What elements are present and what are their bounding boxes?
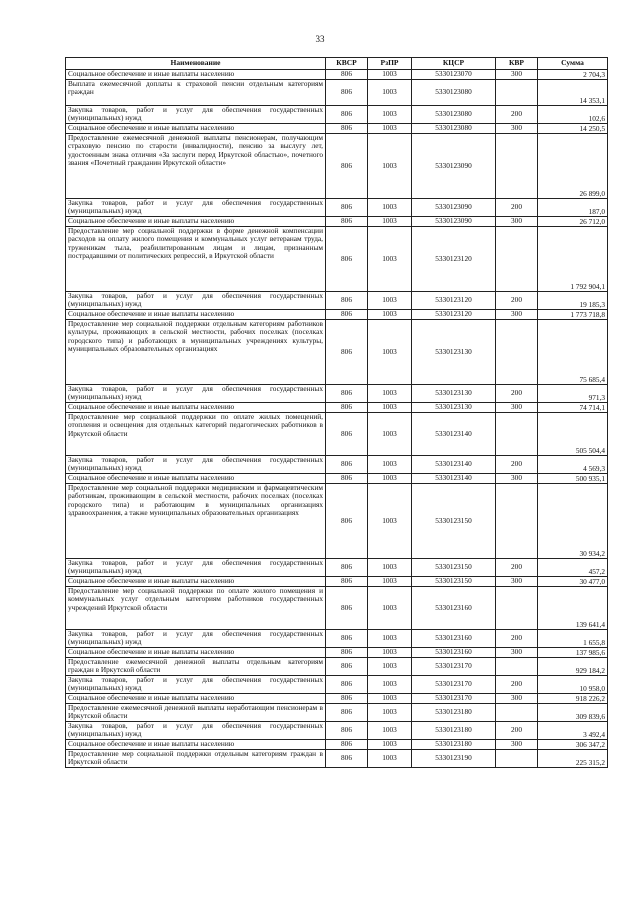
cell-rzpr: 1003 — [368, 704, 412, 722]
cell-kvsr: 806 — [326, 199, 368, 217]
cell-name: Предоставление мер социальной поддержки отдельным категориям работников культуры, проживающих в сельской местности, рабочих поселках (поселках городского типа) и работающих в муниципальных учреждениях культуры, муниципальных образовательных организациях — [66, 320, 326, 385]
cell-name: Предоставление ежемесячной денежной выплаты отдельным категориям граждан в Иркутской области — [66, 658, 326, 676]
cell-kcsr: 5330123080 — [412, 124, 496, 134]
cell-kvsr: 806 — [326, 577, 368, 587]
cell-name: Социальное обеспечение и иные выплаты населению — [66, 124, 326, 134]
table-row — [66, 134, 608, 199]
table-row — [66, 199, 608, 217]
table-row — [66, 587, 608, 630]
cell-rzpr: 1003 — [368, 456, 412, 474]
cell-rzpr: 1003 — [368, 676, 412, 694]
cell-sum: 139 641,4 — [538, 587, 608, 630]
cell-rzpr: 1003 — [368, 106, 412, 124]
cell-kvr — [496, 80, 538, 106]
cell-kcsr: 5330123120 — [412, 292, 496, 310]
table-row — [66, 413, 608, 456]
cell-kvr: 200 — [496, 722, 538, 740]
cell-kvr: 300 — [496, 648, 538, 658]
cell-kvsr: 806 — [326, 704, 368, 722]
cell-kcsr: 5330123180 — [412, 704, 496, 722]
cell-kcsr: 5330123160 — [412, 648, 496, 658]
cell-kcsr: 5330123170 — [412, 658, 496, 676]
table-row — [66, 704, 608, 722]
cell-kcsr: 5330123170 — [412, 694, 496, 704]
cell-name: Социальное обеспечение и иные выплаты населению — [66, 217, 326, 227]
cell-kvsr: 806 — [326, 630, 368, 648]
table-row — [66, 630, 608, 648]
cell-kvr — [496, 658, 538, 676]
cell-kvr: 300 — [496, 124, 538, 134]
cell-kvr: 200 — [496, 199, 538, 217]
cell-kcsr: 5330123090 — [412, 134, 496, 199]
cell-kvr: 200 — [496, 106, 538, 124]
table-row — [66, 648, 608, 658]
table-row — [66, 474, 608, 484]
cell-name: Закупка товаров, работ и услуг для обеспечения государственных (муниципальных) нужд — [66, 559, 326, 577]
cell-sum: 457,2 — [538, 559, 608, 577]
cell-kvsr: 806 — [326, 227, 368, 292]
cell-kcsr: 5330123130 — [412, 320, 496, 385]
cell-sum: 75 685,4 — [538, 320, 608, 385]
table-row — [66, 217, 608, 227]
table-row — [66, 320, 608, 385]
cell-rzpr: 1003 — [368, 124, 412, 134]
cell-kvsr: 806 — [326, 217, 368, 227]
cell-kcsr: 5330123070 — [412, 70, 496, 80]
cell-name: Социальное обеспечение и иные выплаты населению — [66, 740, 326, 750]
table-row — [66, 385, 608, 403]
cell-kvr — [496, 227, 538, 292]
cell-kvr: 300 — [496, 403, 538, 413]
cell-rzpr: 1003 — [368, 413, 412, 456]
cell-kcsr: 5330123150 — [412, 559, 496, 577]
cell-kcsr: 5330123190 — [412, 750, 496, 768]
cell-kvr: 300 — [496, 217, 538, 227]
cell-kvsr: 806 — [326, 124, 368, 134]
cell-sum: 971,3 — [538, 385, 608, 403]
cell-sum: 74 714,1 — [538, 403, 608, 413]
table-row — [66, 722, 608, 740]
cell-rzpr: 1003 — [368, 648, 412, 658]
cell-rzpr: 1003 — [368, 385, 412, 403]
table-row — [66, 658, 608, 676]
cell-sum: 505 504,4 — [538, 413, 608, 456]
cell-rzpr: 1003 — [368, 199, 412, 217]
header-kcsr: КЦСР — [412, 58, 496, 70]
cell-kvr: 300 — [496, 740, 538, 750]
cell-sum: 10 958,0 — [538, 676, 608, 694]
cell-name: Социальное обеспечение и иные выплаты населению — [66, 577, 326, 587]
cell-sum: 26 899,0 — [538, 134, 608, 199]
cell-name: Социальное обеспечение и иные выплаты населению — [66, 474, 326, 484]
cell-kvr — [496, 587, 538, 630]
cell-sum: 14 250,5 — [538, 124, 608, 134]
cell-kvsr: 806 — [326, 456, 368, 474]
cell-sum: 929 184,2 — [538, 658, 608, 676]
cell-kvr: 200 — [496, 385, 538, 403]
cell-kvsr: 806 — [326, 474, 368, 484]
cell-sum: 137 985,6 — [538, 648, 608, 658]
table-row — [66, 70, 608, 80]
cell-rzpr: 1003 — [368, 403, 412, 413]
header-sum: Сумма — [538, 58, 608, 70]
cell-sum: 225 315,2 — [538, 750, 608, 768]
budget-table — [65, 57, 608, 768]
cell-sum: 306 347,2 — [538, 740, 608, 750]
header-kvr: КВР — [496, 58, 538, 70]
cell-kcsr: 5330123160 — [412, 630, 496, 648]
cell-rzpr: 1003 — [368, 740, 412, 750]
cell-kvsr: 806 — [326, 320, 368, 385]
cell-kcsr: 5330123080 — [412, 106, 496, 124]
cell-name: Закупка товаров, работ и услуг для обеспечения государственных (муниципальных) нужд — [66, 385, 326, 403]
cell-rzpr: 1003 — [368, 310, 412, 320]
table-row — [66, 227, 608, 292]
cell-kvr — [496, 320, 538, 385]
page-number: 33 — [315, 34, 325, 44]
cell-sum: 3 492,4 — [538, 722, 608, 740]
cell-sum: 30 934,2 — [538, 484, 608, 559]
cell-kvsr: 806 — [326, 310, 368, 320]
cell-sum: 30 477,0 — [538, 577, 608, 587]
cell-sum: 1 773 718,8 — [538, 310, 608, 320]
cell-name: Предоставление мер социальной поддержки по оплате жилого помещения и коммунальных услуг отдельным категориям работников государственных учреждений Иркутской области — [66, 587, 326, 630]
cell-name: Закупка товаров, работ и услуг для обеспечения государственных (муниципальных) нужд — [66, 456, 326, 474]
cell-rzpr: 1003 — [368, 658, 412, 676]
cell-name: Закупка товаров, работ и услуг для обеспечения государственных (муниципальных) нужд — [66, 630, 326, 648]
cell-kvr — [496, 750, 538, 768]
cell-sum: 19 185,3 — [538, 292, 608, 310]
cell-kvsr: 806 — [326, 676, 368, 694]
cell-kcsr: 5330123140 — [412, 456, 496, 474]
table-row — [66, 106, 608, 124]
cell-rzpr: 1003 — [368, 559, 412, 577]
cell-sum: 500 935,1 — [538, 474, 608, 484]
table-row — [66, 676, 608, 694]
cell-sum: 14 353,1 — [538, 80, 608, 106]
cell-kvsr: 806 — [326, 658, 368, 676]
cell-name: Закупка товаров, работ и услуг для обеспечения государственных (муниципальных) нужд — [66, 292, 326, 310]
cell-kcsr: 5330123120 — [412, 310, 496, 320]
cell-rzpr: 1003 — [368, 484, 412, 559]
cell-kcsr: 5330123170 — [412, 676, 496, 694]
table-row — [66, 124, 608, 134]
cell-kvsr: 806 — [326, 292, 368, 310]
cell-kvsr: 806 — [326, 648, 368, 658]
cell-name: Предоставление мер социальной поддержки в форме денежной компенсации расходов на оплату жилого помещения и коммунальных услуг ветеранам труда, труженикам тыла, реабилитированным лицам и лицам, признанным пострадавшими от политических репрессий, в Иркутской области — [66, 227, 326, 292]
cell-kvr: 300 — [496, 577, 538, 587]
cell-kcsr: 5330123080 — [412, 80, 496, 106]
cell-name: Социальное обеспечение и иные выплаты населению — [66, 648, 326, 658]
table-row — [66, 750, 608, 768]
cell-name: Предоставление мер социальной поддержки медицинским и фармацевтическим работникам, проживающим в сельской местности, рабочих поселках (поселках городского типа) и работающим в муниципальных организациях здравоохранения, а также муниципальных образовательных организациях — [66, 484, 326, 559]
table-row — [66, 559, 608, 577]
cell-kvr: 200 — [496, 292, 538, 310]
cell-kvsr: 806 — [326, 106, 368, 124]
cell-kcsr: 5330123090 — [412, 217, 496, 227]
cell-kvsr: 806 — [326, 403, 368, 413]
cell-name: Социальное обеспечение и иные выплаты населению — [66, 694, 326, 704]
cell-name: Закупка товаров, работ и услуг для обеспечения государственных (муниципальных) нужд — [66, 199, 326, 217]
cell-sum: 309 839,6 — [538, 704, 608, 722]
cell-name: Социальное обеспечение и иные выплаты населению — [66, 403, 326, 413]
cell-kvsr: 806 — [326, 750, 368, 768]
table-row — [66, 740, 608, 750]
cell-rzpr: 1003 — [368, 217, 412, 227]
cell-name: Предоставление ежемесячной денежной выплаты неработающим пенсионерам в Иркутской области — [66, 704, 326, 722]
cell-rzpr: 1003 — [368, 722, 412, 740]
cell-name: Социальное обеспечение и иные выплаты населению — [66, 310, 326, 320]
cell-kcsr: 5330123180 — [412, 740, 496, 750]
cell-kcsr: 5330123120 — [412, 227, 496, 292]
cell-rzpr: 1003 — [368, 630, 412, 648]
cell-kvsr: 806 — [326, 740, 368, 750]
cell-rzpr: 1003 — [368, 292, 412, 310]
cell-rzpr: 1003 — [368, 587, 412, 630]
table-header-row — [66, 58, 608, 70]
cell-rzpr: 1003 — [368, 134, 412, 199]
cell-kvr: 300 — [496, 70, 538, 80]
cell-kcsr: 5330123130 — [412, 403, 496, 413]
table-row — [66, 80, 608, 106]
cell-kcsr: 5330123150 — [412, 577, 496, 587]
cell-kvr — [496, 134, 538, 199]
cell-name: Социальное обеспечение и иные выплаты населению — [66, 70, 326, 80]
cell-kvr: 200 — [496, 456, 538, 474]
cell-kvr: 200 — [496, 559, 538, 577]
cell-kvr: 300 — [496, 474, 538, 484]
header-name: Наименование — [66, 58, 326, 70]
cell-sum: 4 569,3 — [538, 456, 608, 474]
cell-kvsr: 806 — [326, 722, 368, 740]
cell-kcsr: 5330123090 — [412, 199, 496, 217]
cell-kcsr: 5330123150 — [412, 484, 496, 559]
cell-kvr — [496, 704, 538, 722]
cell-rzpr: 1003 — [368, 80, 412, 106]
cell-kvr: 200 — [496, 676, 538, 694]
cell-rzpr: 1003 — [368, 750, 412, 768]
cell-kvr — [496, 484, 538, 559]
cell-sum: 26 712,0 — [538, 217, 608, 227]
cell-kvr — [496, 413, 538, 456]
table-row — [66, 292, 608, 310]
header-rzpr: РзПР — [368, 58, 412, 70]
cell-rzpr: 1003 — [368, 70, 412, 80]
cell-name: Предоставление мер социальной поддержки отдельным категориям граждан в Иркутской области — [66, 750, 326, 768]
table-row — [66, 310, 608, 320]
table-row — [66, 577, 608, 587]
cell-sum: 2 704,3 — [538, 70, 608, 80]
cell-rzpr: 1003 — [368, 577, 412, 587]
table-row — [66, 403, 608, 413]
cell-kvr: 300 — [496, 310, 538, 320]
cell-kvr: 300 — [496, 694, 538, 704]
cell-rzpr: 1003 — [368, 320, 412, 385]
table-row — [66, 484, 608, 559]
cell-name: Выплата ежемесячной доплаты к страховой пенсии отдельным категориям граждан — [66, 80, 326, 106]
cell-sum: 102,6 — [538, 106, 608, 124]
cell-name: Предоставление ежемесячной денежной выплаты пенсионерам, получающим страховую пенсию по старости (инвалидности), пенсию за выслугу лет, удостоенным знака отличия «За заслуги перед Иркутской областью», почетного звания «Почетный гражданин Иркутской области» — [66, 134, 326, 199]
cell-sum: 187,0 — [538, 199, 608, 217]
cell-kvsr: 806 — [326, 413, 368, 456]
table-row — [66, 694, 608, 704]
cell-kvsr: 806 — [326, 70, 368, 80]
cell-name: Предоставление мер социальной поддержки по оплате жилых помещений, отопления и освещения для отдельных категорий педагогических работников в Иркутской области — [66, 413, 326, 456]
cell-sum: 1 792 904,1 — [538, 227, 608, 292]
cell-kvsr: 806 — [326, 80, 368, 106]
cell-sum: 1 655,8 — [538, 630, 608, 648]
cell-rzpr: 1003 — [368, 227, 412, 292]
cell-kcsr: 5330123130 — [412, 385, 496, 403]
cell-kvr: 200 — [496, 630, 538, 648]
header-kvsr: КВСР — [326, 58, 368, 70]
cell-sum: 918 226,2 — [538, 694, 608, 704]
cell-kcsr: 5330123140 — [412, 474, 496, 484]
cell-kcsr: 5330123180 — [412, 722, 496, 740]
cell-rzpr: 1003 — [368, 694, 412, 704]
cell-kvsr: 806 — [326, 484, 368, 559]
cell-name: Закупка товаров, работ и услуг для обеспечения государственных (муниципальных) нужд — [66, 676, 326, 694]
cell-kcsr: 5330123140 — [412, 413, 496, 456]
cell-kvsr: 806 — [326, 587, 368, 630]
cell-kvsr: 806 — [326, 385, 368, 403]
cell-kcsr: 5330123160 — [412, 587, 496, 630]
table-row — [66, 456, 608, 474]
cell-rzpr: 1003 — [368, 474, 412, 484]
cell-name: Закупка товаров, работ и услуг для обеспечения государственных (муниципальных) нужд — [66, 722, 326, 740]
cell-kvsr: 806 — [326, 559, 368, 577]
cell-kvsr: 806 — [326, 694, 368, 704]
cell-kvsr: 806 — [326, 134, 368, 199]
cell-name: Закупка товаров, работ и услуг для обеспечения государственных (муниципальных) нужд — [66, 106, 326, 124]
